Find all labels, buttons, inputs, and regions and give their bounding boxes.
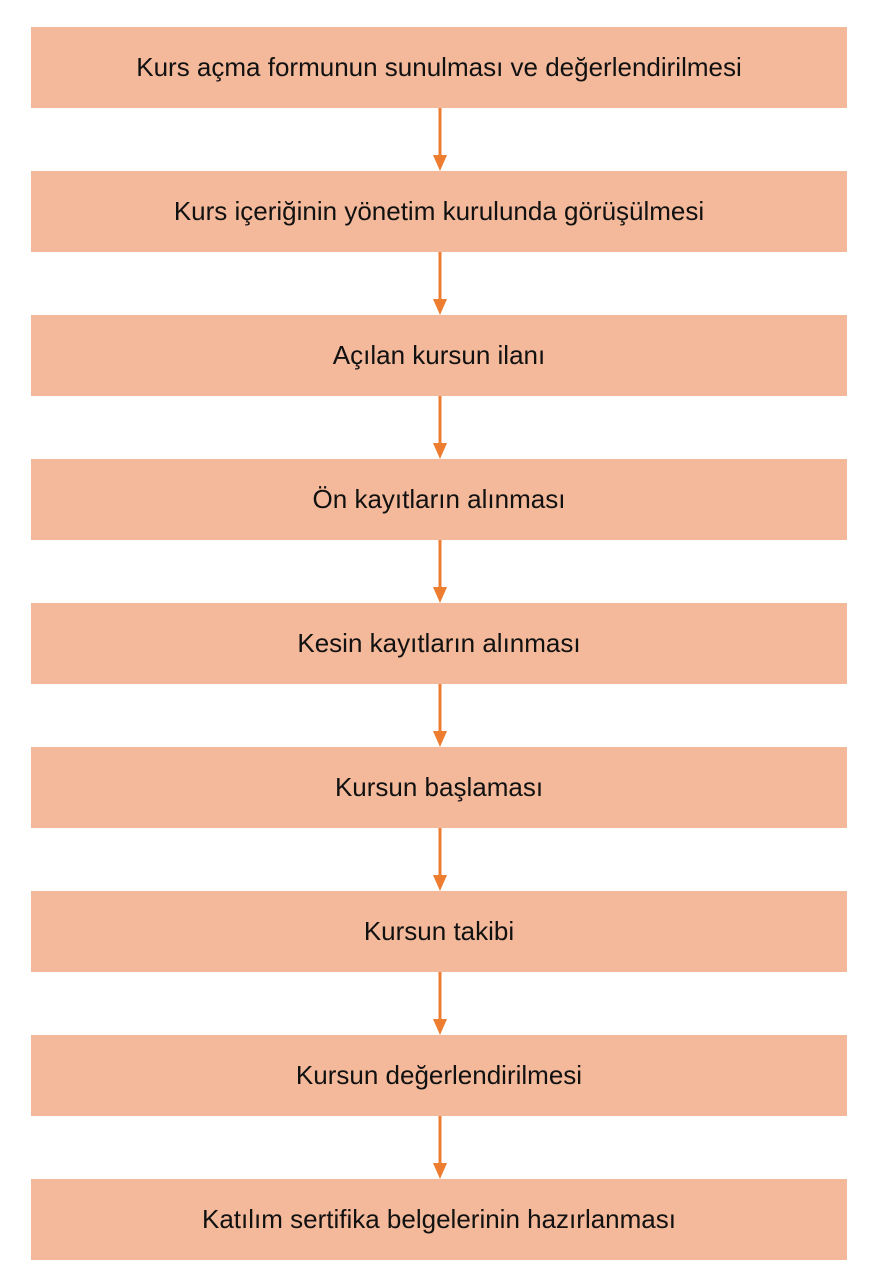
flow-step-label: Kurs açma formunun sunulması ve değerlendirilmesi [136, 52, 742, 82]
flow-step-9 [31, 1179, 847, 1260]
flow-step-label: Kursun değerlendirilmesi [295, 1060, 583, 1090]
flow-step-label: Kesin kayıtların alınması [297, 628, 581, 658]
flow-step-8 [31, 1035, 847, 1116]
flow-arrow-4 [429, 540, 451, 603]
flow-step-4 [31, 459, 847, 540]
flow-step-label: Açılan kursun ilanı [332, 340, 546, 370]
flow-step-7 [31, 891, 847, 972]
flow-arrow-1 [429, 108, 451, 171]
flow-step-label: Kursun başlaması [334, 772, 544, 802]
flow-step-label: Ön kayıtların alınması [312, 484, 566, 514]
flow-step-label: Kursun takibi [363, 916, 515, 946]
flow-step-6 [31, 747, 847, 828]
flow-step-label: Kurs içeriğinin yönetim kurulunda görüşülmesi [173, 196, 705, 226]
flow-step-5 [31, 603, 847, 684]
flow-step-label: Katılım sertifika belgelerinin hazırlanması [202, 1204, 676, 1234]
flow-step-1 [31, 27, 847, 108]
flow-arrow-2 [429, 252, 451, 315]
flow-arrow-5 [429, 684, 451, 747]
flow-arrow-6 [429, 828, 451, 891]
flow-arrow-7 [429, 972, 451, 1035]
flow-arrow-8 [429, 1116, 451, 1179]
flow-arrow-3 [429, 396, 451, 459]
flow-step-3 [31, 315, 847, 396]
flow-step-2 [31, 171, 847, 252]
